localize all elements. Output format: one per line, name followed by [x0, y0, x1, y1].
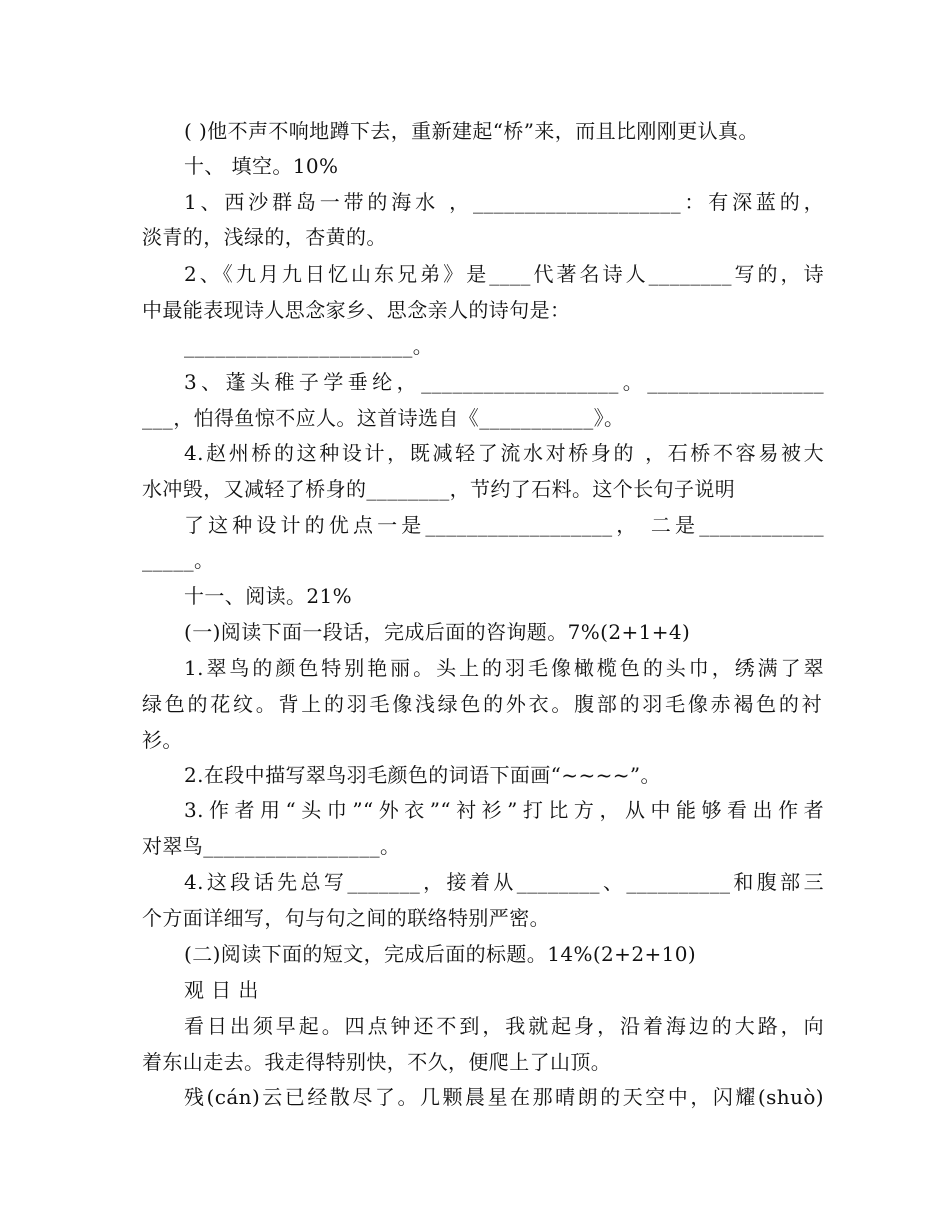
text-line: 4.赵州桥的这种设计，既减轻了流水对桥身的 ，石桥不容易被大 [184, 441, 824, 465]
text-line: _____。 [142, 548, 215, 572]
text-line: 3.作者用“头巾”“外衣”“衬衫”打比方，从中能够看出作者 [184, 798, 824, 822]
text-line: 个方面详细写，句与句之间的联络特别严密。 [142, 906, 550, 930]
text-line: 绿色的花纹。背上的羽毛像浅绿色的外衣。腹部的羽毛像赤褐色的衬 [142, 692, 822, 716]
text-line: 淡青的，浅绿的，杏黄的。 [142, 225, 387, 249]
text-line: 1、西沙群岛一带的海水 ，____________________：有深蓝的， [184, 190, 824, 214]
text-line: 1.翠鸟的颜色特别艳丽。头上的羽毛像橄榄色的头巾，绣满了翠 [184, 656, 824, 680]
text-line: 水冲毁，又减轻了桥身的________，节约了石料。这个长句子说明 [142, 477, 736, 501]
text-line: ___，怕得鱼惊不应人。这首诗选自《___________》。 [142, 406, 625, 430]
text-line: 残(cán)云已经散尽了。几颗晨星在那晴朗的天空中，闪耀(shuò) [184, 1085, 824, 1109]
section-heading: 十一、阅读。21% [184, 584, 353, 608]
section-heading: 十、 填空。10% [184, 154, 339, 178]
text-line: 4.这段话先总写_______，接着从________、__________和腹部三 [184, 870, 824, 894]
text-line: 看日出须早起。四点钟还不到，我就起身，沿着海边的大路，向 [184, 1014, 824, 1038]
text-line: 2、《九月九日忆山东兄弟》是____代著名诗人________写的，诗 [184, 262, 824, 286]
text-line: 对翠鸟_________________。 [142, 834, 401, 858]
text-line: ______________________。 [184, 334, 434, 358]
passage-title: 观 日 出 [184, 978, 259, 1002]
subsection-heading: (二)阅读下面的短文，完成后面的标题。14%(2+2+10) [184, 942, 697, 966]
text-line: 了这种设计的优点一是__________________， 二是____________ [184, 513, 824, 537]
text-line: 着东山走去。我走得特别快，不久，便爬上了山顶。 [142, 1050, 612, 1074]
text-line: 衫。 [142, 728, 183, 752]
subsection-heading: (一)阅读下面一段话，完成后面的咨询题。7%(2+1+4) [184, 620, 691, 644]
text-line: ( )他不声不响地蹲下去，重新建起“桥”来，而且比刚刚更认真。 [184, 119, 759, 143]
text-line: 中最能表现诗人思念家乡、思念亲人的诗句是： [142, 298, 571, 322]
text-line: 3、蓬头稚子学垂纶，___________________。_________________ [184, 370, 824, 394]
text-line: 2.在段中描写翠鸟羽毛颜色的词语下面画“~~~~”。 [184, 763, 661, 787]
